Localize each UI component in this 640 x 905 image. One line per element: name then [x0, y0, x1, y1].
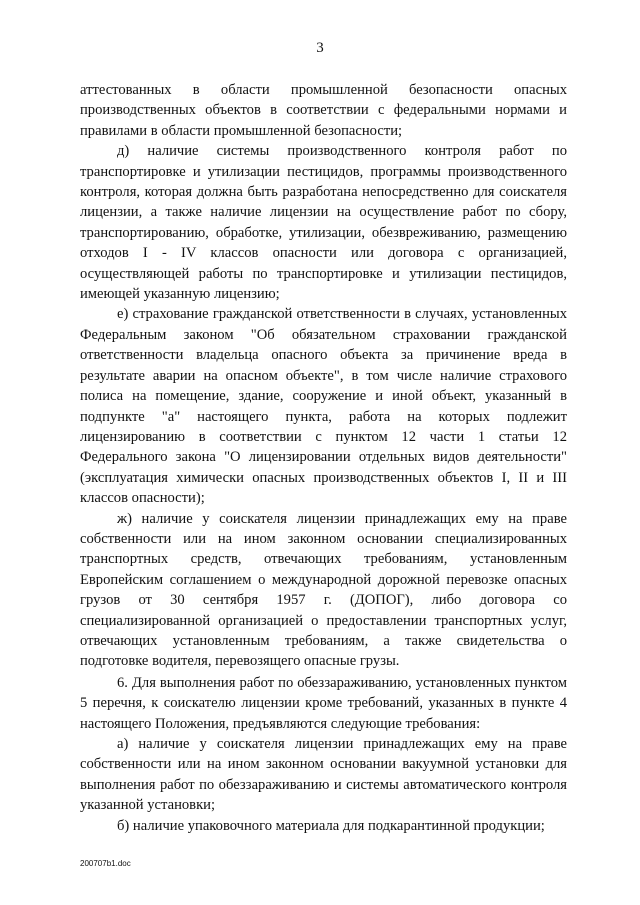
footer-filename: 200707b1.doc: [80, 859, 131, 868]
page-number: 3: [316, 40, 324, 56]
paragraph-6: 6. Для выполнения работ по обеззараживанию, установленных пунктом 5 перечня, к соискателю лицензии кроме требований, указанных в пункте 4 настоящего Положения, предъявляются следующие требования:: [80, 674, 567, 732]
document-body: [80, 80, 567, 836]
paragraph-d: д) наличие системы производственного контроля работ по транспортировке и утилизации пестицидов, программы производственного контроля, которая должна быть разработана непосредственно для соискателя лицензии, а также наличие лицензии на осуществление работ по сбору, транспортированию, обработке, утилизации, обезвреживанию, размещению отходов I - IV классов опасности или договора с организацией, осуществляющей работы по транспортировке и утилизации пестицидов, имеющей указанную лицензию;: [80, 143, 567, 303]
paragraph-6a: а) наличие у соискателя лицензии принадлежащих ему на праве собственности или на ином законном основании вакуумной установки для выполнения работ по обеззараживанию и системы автоматического контроля указанной установки;: [80, 736, 567, 814]
paragraph-zh: ж) наличие у соискателя лицензии принадлежащих ему на праве собственности или на ином законном основании специализированных транспортных средств, отвечающих требованиям, установленным Европейским соглашением о международной дорожной перевозке опасных грузов от 30 сентября 1957 г. (ДОПОГ), либо договора со специализированной организацией о предоставлении транспортных услуг, отвечающих установленным требованиям, а также свидетельства о подготовке водителя, перевозящего опасные грузы.: [80, 510, 567, 670]
paragraph-6b: б) наличие упаковочного материала для подкарантинной продукции;: [117, 817, 545, 834]
paragraph-e: е) страхование гражданской ответственности в случаях, установленных Федеральным законом "Об обязательном страховании гражданской ответственности владельца опасного объекта за причинение вреда в результате аварии на опасном объекте", в том числе наличие страхового полиса на помещение, здание, сооружение и иной объект, указанный в подпункте "а" настоящего пункта, работа на которых подлежит лицензированию в соответствии с пунктом 12 части 1 статьи 12 Федерального закона "О лицензировании отдельных видов деятельности" (эксплуатация химически опасных производственных объектов I, II и III классов опасности);: [80, 306, 567, 507]
paragraph-continuation: аттестованных в области промышленной безопасности опасных производственных объектов в соответствии с федеральными нормами и правилами в области промышленной безопасности;: [80, 82, 567, 139]
